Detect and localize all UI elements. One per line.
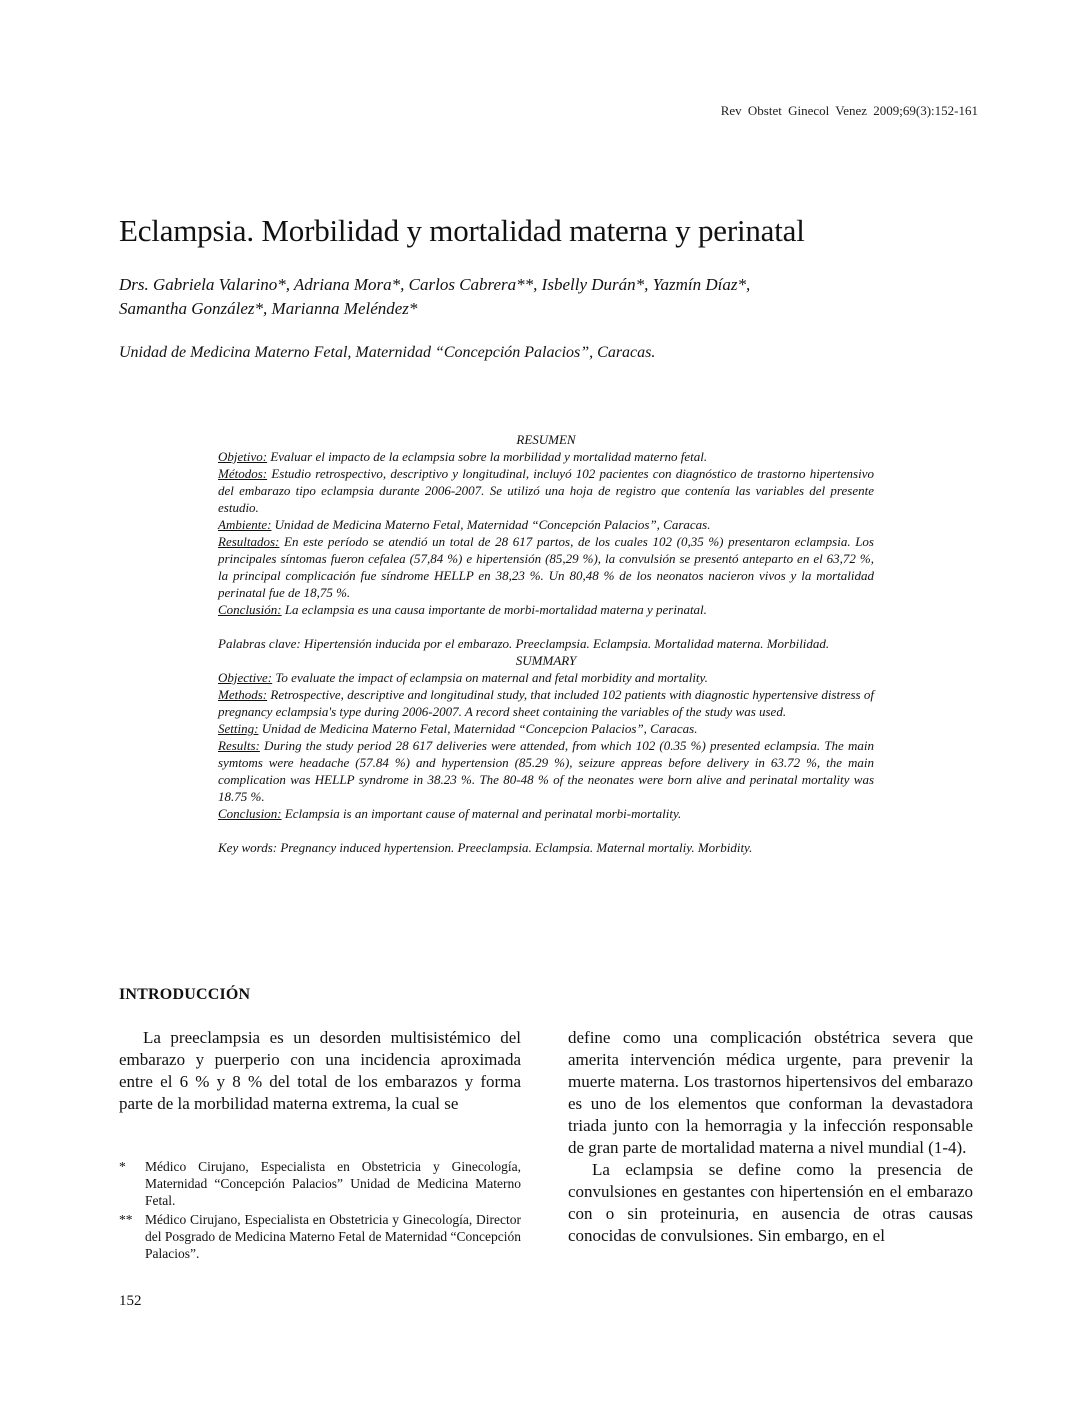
summary-heading: SUMMARY [515, 653, 577, 668]
resumen-conclusion-label: Conclusión: [218, 602, 282, 617]
summary-setting [218, 720, 874, 737]
resumen-resultados [218, 533, 874, 601]
affiliation: Unidad de Medicina Materno Fetal, Maternidad “Concepción Palacios”, Caracas. [119, 344, 656, 361]
resumen-ambiente-label: Ambiente: [218, 517, 272, 532]
summary-conclusion-text: Eclampsia is an important cause of maternal and perinatal morbi-mortality. [281, 806, 682, 821]
summary-results-text: During the study period 28 617 deliveries were attended, from which 102 (0.35 %) presented eclampsia. The main symtoms were headache (57.84 %) and hypertension (85.29 %), seizure appreas before delivery in 63.72 %, the main complication was HELLP syndrome in 38.23 %. The 80-48 % of the neonates were born alive and perinatal mortality was 18.75 %. [218, 738, 874, 804]
resumen-conclusion-text: La eclampsia es una causa importante de morbi-mortalidad materna y perinatal. [281, 602, 707, 617]
article-title: Eclampsia. Morbilidad y mortalidad materna y perinatal [119, 213, 805, 248]
summary-methods-text: Retrospective, descriptive and longitudinal study, that included 102 patients with diagnostic hypertensive distress of pregnancy eclampsia's type during 2006-2007. A record sheet containing the variables of the study was used. [218, 687, 874, 719]
authors-line-2: Samantha González*, Marianna Meléndez* [119, 299, 418, 318]
footnote-mark: * [119, 1159, 126, 1174]
summary-conclusion [218, 805, 874, 822]
intro-paragraph-1: La preeclampsia es un desorden multisistémico del embarazo y puerperio con una incidencia aproximada entre el 6 % y 8 % del total de los embarazos y forma parte de la morbilidad materna extrema, la cual se [119, 1028, 521, 1113]
summary-methods-label: Methods: [218, 687, 268, 702]
summary-objective-text: To evaluate the impact of eclampsia on maternal and fetal morbidity and mortality. [272, 670, 708, 685]
body-column-left [119, 1027, 521, 1115]
resumen-objetivo [218, 448, 874, 465]
resumen-objetivo-label: Objetivo: [218, 449, 268, 464]
footnotes [119, 1158, 521, 1264]
summary-objective-label: Objective: [218, 670, 273, 685]
resumen-metodos [218, 465, 874, 516]
resumen-ambiente [218, 516, 874, 533]
resumen-heading: RESUMEN [516, 432, 576, 447]
section-heading-introduccion: INTRODUCCIÓN [119, 986, 251, 1003]
resumen-keywords: Palabras clave: Hipertensión inducida por el embarazo. Preeclampsia. Eclampsia. Mortalidad materna. Morbilidad. [218, 636, 830, 651]
resumen-conclusion [218, 601, 874, 618]
summary-keywords: Key words: Pregnancy induced hypertension. Preeclampsia. Eclampsia. Maternal mortaliy. Morbidity. [218, 840, 753, 855]
footnote-mark: ** [119, 1212, 133, 1227]
page-number: 152 [119, 1293, 142, 1309]
resumen-ambiente-text: Unidad de Medicina Materno Fetal, Maternidad “Concepción Palacios”, Caracas. [271, 517, 711, 532]
footnote [119, 1211, 521, 1262]
summary-setting-label: Setting: [218, 721, 259, 736]
authors-line-1: Drs. Gabriela Valarino*, Adriana Mora*, Carlos Cabrera**, Isbelly Durán*, Yazmín Díaz*, [119, 275, 751, 294]
abstract-block [218, 431, 874, 856]
summary-setting-text: Unidad de Medicina Materno Fetal, Maternidad “Concepcion Palacios”, Caracas. [258, 721, 698, 736]
summary-conclusion-label: Conclusion: [218, 806, 282, 821]
summary-objective [218, 669, 874, 686]
summary-methods [218, 686, 874, 720]
intro-paragraph-2: La eclampsia se define como la presencia de convulsiones en gestantes con hipertensión en el embarazo con o sin proteinuria, en ausencia de otras causas conocidas de convulsiones. Sin embargo, en el [568, 1160, 973, 1245]
spacer [218, 618, 874, 635]
resumen-metodos-text: Estudio retrospectivo, descriptivo y longitudinal, incluyó 102 pacientes con diagnóstico de trastorno hipertensivo del embarazo tipo eclampsia durante 2006-2007. Se utilizó una hoja de registro que contenía las variables del presente estudio. [218, 466, 874, 515]
resumen-resultados-label: Resultados: [218, 534, 280, 549]
resumen-resultados-text: En este período se atendió un total de 28 617 partos, de los cuales 102 (0,35 %) presentaron eclampsia. Los principales síntomas fueron cefalea (57,84 %) e hipertensión (85,29 %), la convulsión se presentó anteparto en el 63,72 %, la principal complicación fue síndrome HELLP en 38,23 %. Un 80,48 % de los neonatos nacieron vivos y la mortalidad perinatal fue de 18,75 %. [218, 534, 874, 600]
summary-results [218, 737, 874, 805]
journal-reference: Rev Obstet Ginecol Venez 2009;69(3):152-161 [720, 103, 978, 118]
footnote-text: Médico Cirujano, Especialista en Obstetricia y Ginecología, Director del Posgrado de Medicina Materno Fetal de Maternidad “Concepción Palacios”. [145, 1212, 521, 1261]
resumen-metodos-label: Métodos: [218, 466, 268, 481]
intro-paragraph-1-continued: define como una complicación obstétrica severa que amerita intervención médica urgente, para prevenir la muerte materna. Los trastornos hipertensivos del embarazo es uno de los elementos que conforman la devastadora triada junto con la hemorragia y la infección responsable de gran parte de mortalidad materna a nivel mundial (1-4). [568, 1028, 973, 1157]
author-list [119, 273, 979, 321]
body-column-right [568, 1027, 973, 1247]
footnote [119, 1158, 521, 1209]
summary-results-label: Results: [218, 738, 260, 753]
footnote-text: Médico Cirujano, Especialista en Obstetricia y Ginecología, Maternidad “Concepción Palacios” Unidad de Medicina Materno Fetal. [145, 1159, 521, 1208]
resumen-objetivo-text: Evaluar el impacto de la eclampsia sobre la morbilidad y mortalidad materno fetal. [267, 449, 708, 464]
spacer [218, 822, 874, 839]
